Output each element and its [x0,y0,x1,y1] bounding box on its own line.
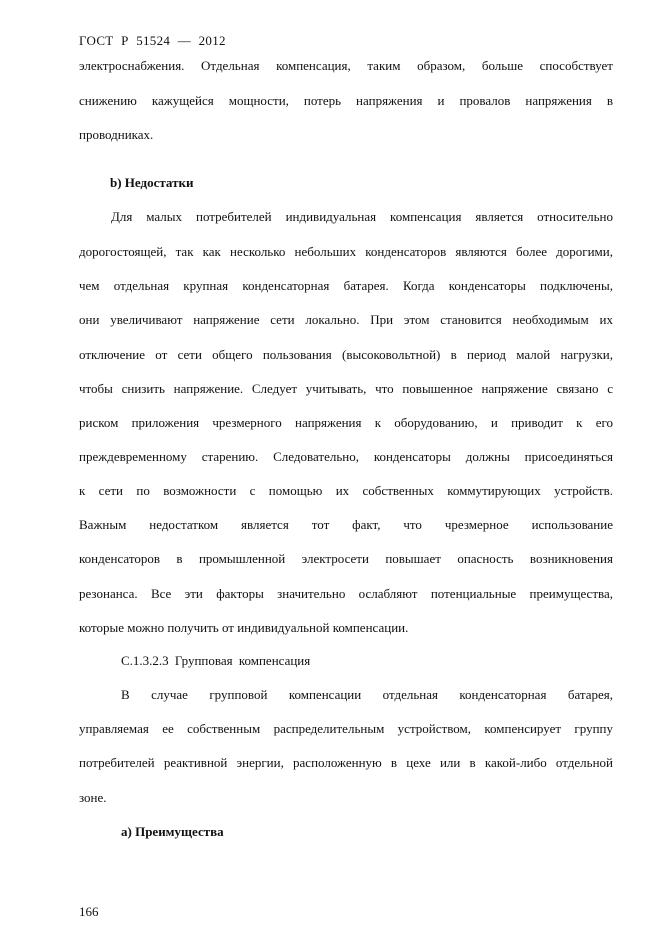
text-line: отключение от сети общего пользования (высоковольтной) в период малой нагрузки, [79,347,613,362]
header-number: 51524 [136,33,171,48]
text-line: преждевременному старению. Следовательно, конденсаторы должны присоединяться [79,449,613,464]
text-line: потребителей реактивной энергии, расположенную в цехе или в какой-либо отдельной [79,755,613,770]
text-line: снижению кажущейся мощности, потерь напряжения и провалов напряжения в [79,93,613,108]
text-line: В случае групповой компенсации отдельная конденсаторная батарея, [121,687,613,702]
text-line: которые можно получить от индивидуальной компенсации. [79,620,409,635]
text-line: чтобы снизить напряжение. Следует учитывать, что повышенное напряжение связано с [79,381,613,396]
document-header [79,33,226,49]
header-standard: ГОСТ Р [79,33,129,48]
text-line: чем отдельная крупная конденсаторная батарея. Когда конденсаторы подключены, [79,278,613,293]
text-line: конденсаторов в промышленной электросети повышает опасность возникновения [79,551,613,566]
text-line: электроснабжения. Отдельная компенсация, таким образом, больше способствует [79,58,613,73]
section-heading-disadvantages: b) Недостатки [110,175,194,190]
text-line: дорогостоящей, так как несколько небольших конденсаторов являются более дорогими, [79,244,613,259]
text-line: Для малых потребителей индивидуальная компенсация является относительно [111,209,613,224]
page-number: 166 [79,904,99,919]
text-line: проводниках. [79,127,154,142]
text-line: к сети по возможности с помощью их собственных коммутирующих устройств. [79,483,613,498]
text-line: они увеличивают напряжение сети локально. При этом становится необходимым их [79,312,613,327]
section-heading-advantages: а) Преимущества [121,824,224,839]
text-line: Важным недостатком является тот факт, что чрезмерное использование [79,517,613,532]
text-line: управляемая ее собственным распределительным устройством, компенсирует группу [79,721,613,736]
header-year: — 2012 [177,33,226,48]
subsection-heading-group-compensation: С.1.3.2.3 Групповая компенсация [121,653,311,668]
text-line: зоне. [79,790,107,805]
text-line: резонанса. Все эти факторы значительно ослабляют потенциальные преимущества, [79,586,613,601]
text-line: риском приложения чрезмерного напряжения к оборудованию, и приводит к его [79,415,613,430]
